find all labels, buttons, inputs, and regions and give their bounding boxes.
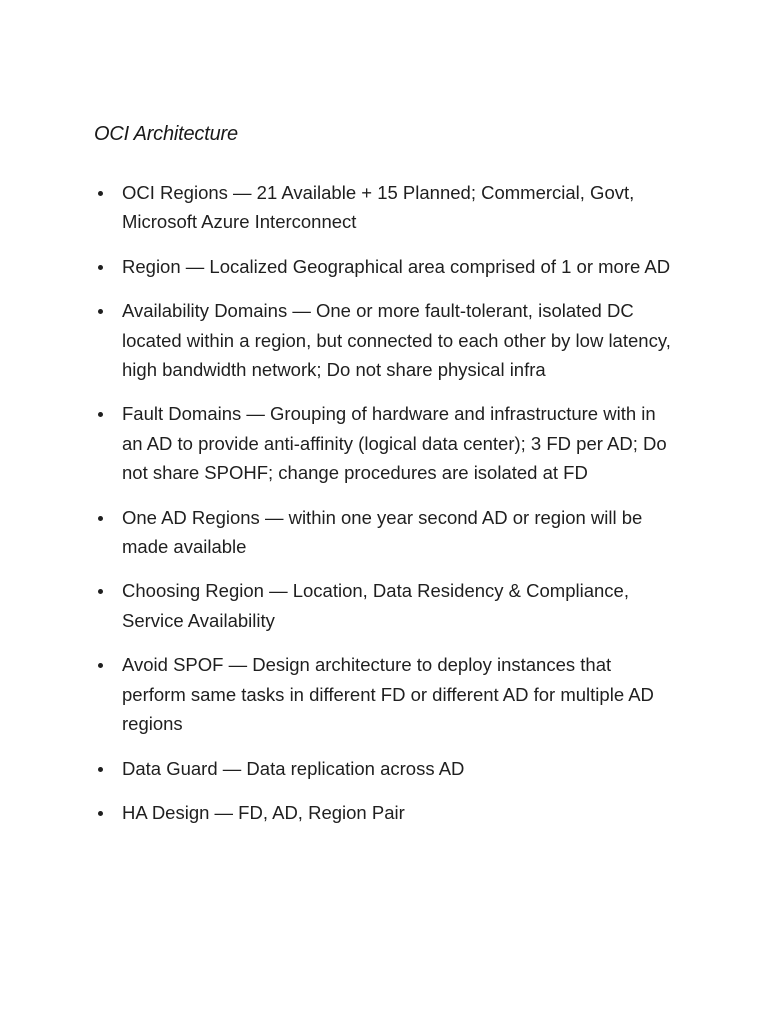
- list-item: [95, 650, 675, 738]
- bullet-icon: [98, 309, 103, 314]
- bullet-icon: [98, 516, 103, 521]
- list-item-text: Region — Localized Geographical area comprised of 1 or more AD: [122, 255, 671, 277]
- list-item: [95, 503, 675, 562]
- list-item: [95, 252, 675, 281]
- bullet-icon: [98, 412, 103, 417]
- list-item-text: Choosing Region — Location, Data Residency & Compliance, Service Availability: [122, 580, 629, 631]
- list-item: [95, 576, 675, 635]
- list-item-text: Fault Domains — Grouping of hardware and infrastructure with in an AD to provide anti-affinity (logical data center); 3 FD per AD; Do not share SPOHF; change procedures are isolated at FD: [122, 403, 667, 484]
- list-item-text: Availability Domains — One or more fault-tolerant, isolated DC located within a region, but connected to each other by low latency, high bandwidth network; Do not share physical infra: [122, 300, 671, 381]
- bullet-icon: [98, 811, 103, 816]
- list-item-text: Avoid SPOF — Design architecture to deploy instances that perform same tasks in different FD or different AD for multiple AD regions: [122, 654, 654, 735]
- list-item: [95, 399, 675, 487]
- list-item: [95, 798, 675, 827]
- list-item: [95, 178, 675, 237]
- bullet-list: [95, 178, 675, 842]
- list-item-text: OCI Regions — 21 Available + 15 Planned; Commercial, Govt, Microsoft Azure Interconnect: [122, 182, 635, 233]
- list-item-text: One AD Regions — within one year second AD or region will be made available: [122, 506, 643, 558]
- bullet-icon: [98, 191, 103, 196]
- bullet-icon: [98, 265, 103, 270]
- bullet-icon: [98, 767, 103, 772]
- list-item: [95, 754, 675, 783]
- bullet-icon: [98, 589, 103, 594]
- list-item-text: HA Design — FD, AD, Region Pair: [122, 801, 405, 823]
- bullet-icon: [98, 663, 103, 668]
- list-item: [95, 296, 675, 384]
- list-item-text: Data Guard — Data replication across AD: [122, 757, 465, 779]
- document-title: OCI Architecture: [94, 123, 238, 145]
